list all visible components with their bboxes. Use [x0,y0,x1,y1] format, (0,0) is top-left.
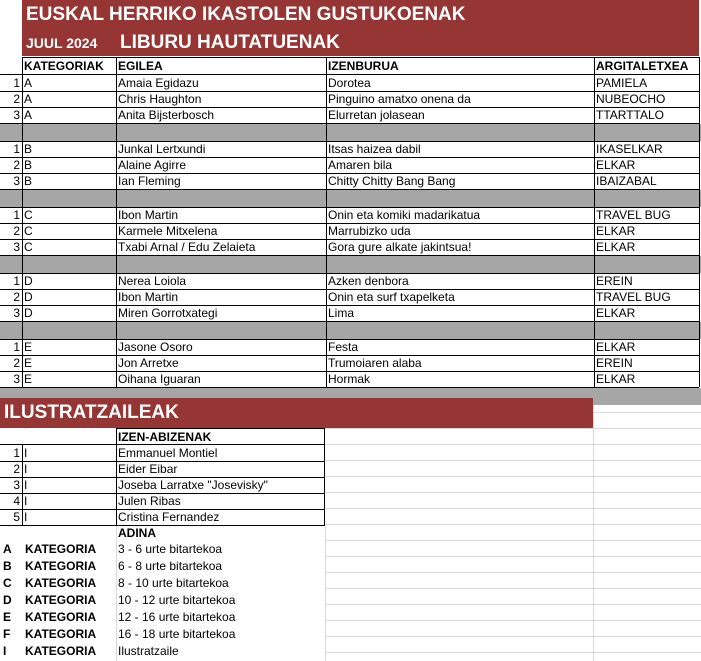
category-cell: E [24,356,33,370]
age-range: 3 - 6 urte bitartekoa [118,542,223,556]
category-cell: C [24,224,33,238]
row-number: 3 [13,306,20,320]
column-border [22,57,23,387]
author-cell: Alaine Agirre [118,158,187,172]
age-label: KATEGORIA [25,610,97,624]
row-number: 3 [13,478,20,492]
category-cell: E [24,340,33,354]
category-cell: C [24,240,33,254]
gridline [325,476,701,477]
ages-header: ADINA [118,526,156,540]
author-cell: Txabi Arnal / Edu Zelaieta [118,240,256,254]
age-label: KATEGORIA [25,576,97,590]
category-cell: A [24,76,33,90]
row-number: 3 [13,108,20,122]
author-cell: Jasone Osoro [118,340,193,354]
illustrator-name-cell: Joseba Larratxe "Josevisky" [118,478,268,492]
gridline [325,572,701,573]
publisher-cell: EREIN [596,274,633,288]
author-cell: Ibon Martin [118,208,179,222]
column-border [116,57,117,387]
section-title-books: LIBURU HAUTATUENAK [116,30,699,56]
col-header-publisher: ARGITALETXEA [596,59,689,73]
age-range: 10 - 12 urte bitartekoa [118,593,236,607]
title-cell: Elurretan jolasean [328,108,425,122]
author-cell: Miren Gorrotxategi [118,306,218,320]
row-number: 2 [13,462,20,476]
publisher-cell: ELKAR [596,306,636,320]
page-title: EUSKAL HERRIKO IKASTOLEN GUSTUKOENAK [22,0,699,30]
category-cell: B [24,174,33,188]
column-border [326,57,327,387]
illustrator-name-cell: Emmanuel Montiel [118,446,218,460]
category-cell: A [24,92,33,106]
publisher-cell: TRAVEL BUG [596,290,671,304]
illustrator-name-cell: Cristina Fernandez [118,510,220,524]
category-cell: D [24,306,33,320]
publisher-cell: IKASELKAR [596,142,663,156]
age-range: 16 - 18 urte bitartekoa [118,627,236,641]
section-title-illustrators: ILUSTRATZAILEAK [0,398,593,428]
row-number: 1 [13,208,20,222]
author-cell: Chris Haughton [118,92,202,106]
author-cell: Ian Fleming [118,174,181,188]
gridline [116,526,117,661]
row-number: 3 [13,240,20,254]
row-number: 3 [13,174,20,188]
age-code: I [3,644,7,658]
illustrator-name-cell: Eider Eibar [118,462,178,476]
title-cell: Pinguino amatxo onena da [328,92,471,106]
gridline [325,508,701,509]
title-cell: Amaren bila [328,158,393,172]
gridline [325,588,701,589]
row-number: 1 [13,446,20,460]
col-header-fullname: IZEN-ABIZENAK [118,430,212,444]
category-cell: B [24,142,33,156]
age-code: D [3,593,12,607]
age-range: Ilustratzaile [118,644,179,658]
row-number: 5 [13,510,20,524]
publisher-cell: IBAIZABAL [596,174,657,188]
publisher-cell: ELKAR [596,158,636,172]
publisher-cell: ELKAR [596,340,636,354]
age-range: 6 - 8 urte bitartekoa [118,559,223,573]
publisher-cell: PAMIELA [596,76,648,90]
title-cell: Itsas haizea dabil [328,142,421,156]
gridline [325,556,701,557]
col-header-title: IZENBURUA [328,59,399,73]
title-cell: Marrubizko uda [328,224,411,238]
row-number: 1 [13,274,20,288]
row-number: 1 [13,142,20,156]
author-cell: Oihana Iguaran [118,372,201,386]
gridline [325,492,701,493]
age-label: KATEGORIA [25,627,97,641]
row-number: 2 [13,224,20,238]
age-code: F [3,627,11,641]
gridline [325,526,326,661]
publisher-cell: ELKAR [596,224,636,238]
gridline [325,652,701,653]
category-cell: I [24,462,28,476]
age-code: C [3,576,12,590]
group-separator [0,256,701,273]
row-number: 1 [13,76,20,90]
gridline [325,428,701,429]
gridline [325,636,701,637]
title-cell: Trumoiaren alaba [328,356,422,370]
gridline [325,524,701,525]
column-border [22,444,23,525]
gridline [325,444,701,445]
category-cell: A [24,108,33,122]
author-cell: Ibon Martin [118,290,179,304]
illustrator-name-cell: Julen Ribas [118,494,181,508]
age-code: E [3,610,12,624]
age-code: B [3,559,12,573]
title-cell: Azken denbora [328,274,409,288]
row-number: 2 [13,92,20,106]
author-cell: Karmele Mitxelena [118,224,218,238]
author-cell: Nerea Loiola [118,274,187,288]
publisher-cell: ELKAR [596,372,636,386]
column-border [116,428,117,525]
publisher-cell: TTARTTALO [596,108,665,122]
publisher-cell: ELKAR [596,240,636,254]
author-cell: Amaia Egidazu [118,76,199,90]
row-number: 1 [13,340,20,354]
age-range: 8 - 10 urte bitartekoa [118,576,229,590]
author-cell: Junkal Lertxundi [118,142,206,156]
row-number: 3 [13,372,20,386]
age-label: KATEGORIA [25,644,97,658]
group-separator [0,124,701,141]
row-number: 2 [13,290,20,304]
col-header-category: KATEGORIAK [24,59,104,73]
author-cell: Jon Arretxe [118,356,179,370]
gridline [325,540,701,541]
gridline [325,604,701,605]
category-cell: D [24,290,33,304]
publisher-cell: NUBEOCHO [596,92,666,106]
gridline [325,460,701,461]
title-cell: Chitty Chitty Bang Bang [328,174,456,188]
group-separator [0,190,701,207]
title-cell: Onin eta komiki madarikatua [328,208,481,222]
category-cell: E [24,372,33,386]
title-cell: Hormak [328,372,371,386]
category-cell: I [24,478,28,492]
gridline [593,398,594,661]
category-cell: D [24,274,33,288]
category-cell: B [24,158,33,172]
category-cell: I [24,446,28,460]
age-code: A [3,542,12,556]
title-cell: Onin eta surf txapelketa [328,290,455,304]
gridline [325,620,701,621]
age-range: 12 - 16 urte bitartekoa [118,610,236,624]
publisher-cell: TRAVEL BUG [596,208,671,222]
date-label: JUUL 2024 [22,30,116,56]
category-cell: I [24,494,28,508]
title-cell: Lima [328,306,355,320]
row-border [22,57,699,58]
age-label: KATEGORIA [25,559,97,573]
row-border [116,428,325,429]
column-border [699,57,700,387]
age-label: KATEGORIA [25,593,97,607]
group-separator [0,322,701,339]
title-cell: Festa [328,340,359,354]
publisher-cell: EREIN [596,356,633,370]
row-number: 2 [13,356,20,370]
age-label: KATEGORIA [25,542,97,556]
title-cell: Gora gure alkate jakintsua! [328,240,472,254]
title-cell: Dorotea [328,76,371,90]
row-number: 4 [13,494,20,508]
column-border [594,57,595,387]
category-cell: C [24,208,33,222]
category-cell: I [24,510,28,524]
col-header-author: EGILEA [118,59,163,73]
column-border [324,428,325,525]
row-number: 2 [13,158,20,172]
author-cell: Anita Bijsterbosch [118,108,215,122]
